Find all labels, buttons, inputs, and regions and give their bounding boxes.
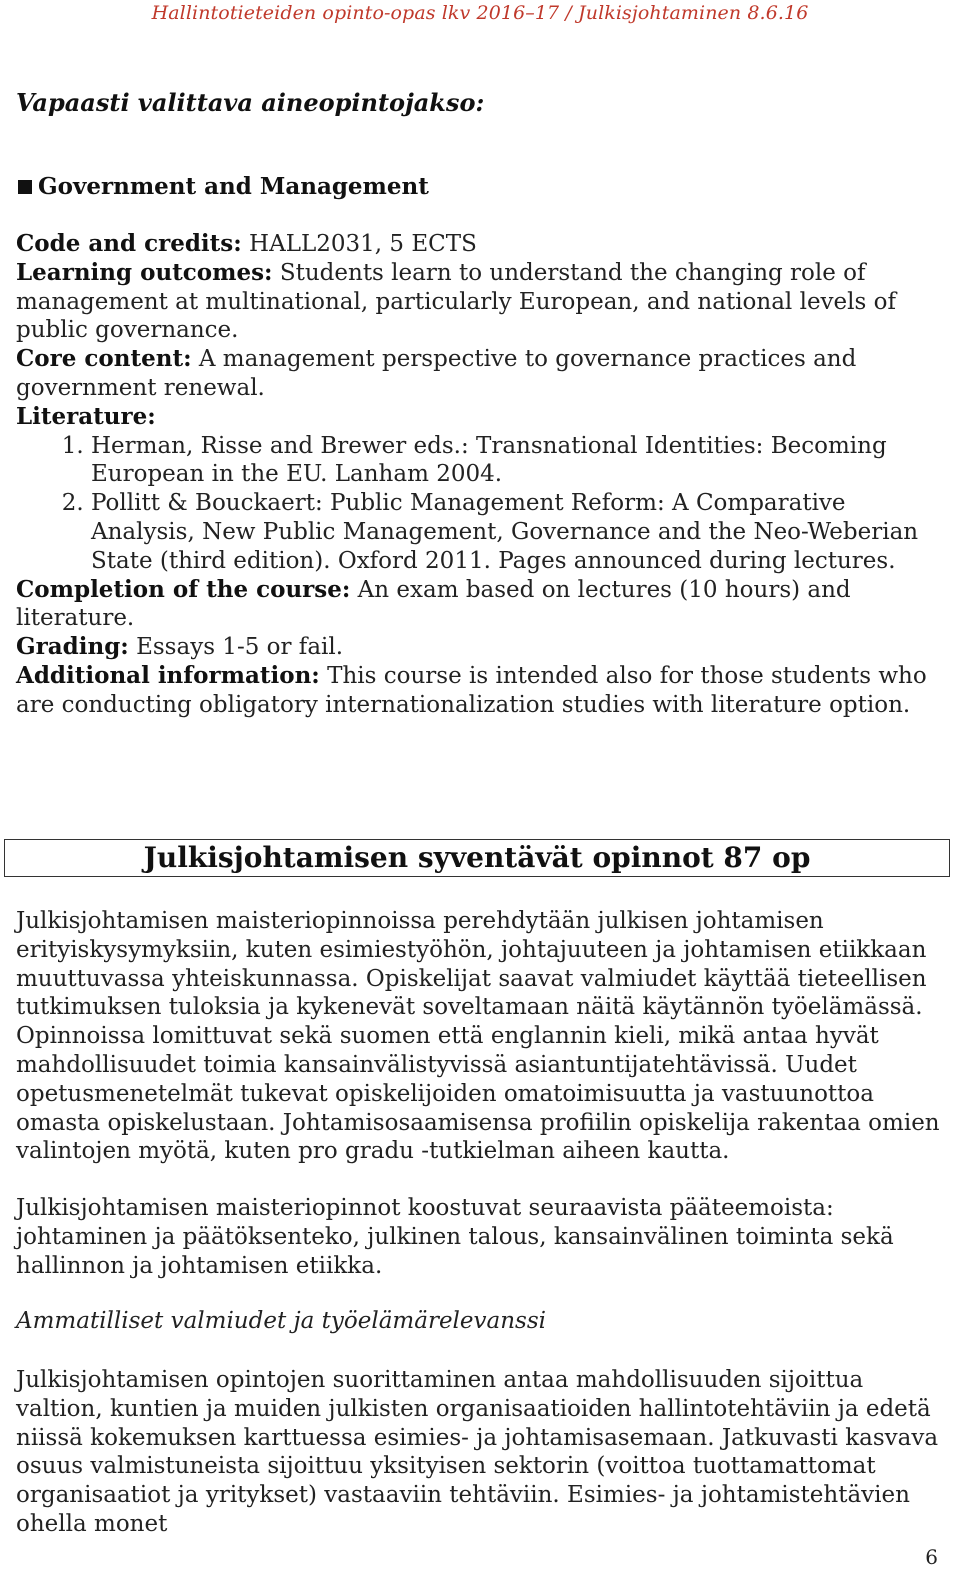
literature-item: 2. Pollitt & Bouckaert: Public Management Reform: A Comparative Analysis, New Public Management, Governance and the Neo-Weberian State (third edition). Oxford 2011. Pages announced during lectures. <box>91 489 946 575</box>
additional-info-line <box>16 662 946 720</box>
completion-value: An exam based on lectures (10 hours) and literature. <box>16 576 851 632</box>
elective-section-heading: Vapaasti valittava aineopintojakso: <box>16 88 485 117</box>
advanced-themes-paragraph: Julkisjohtamisen maisteriopinnot koostuvat seuraavista pääteemoista: johtaminen ja päätöksenteko, julkinen talous, kansainvälinen toiminta sekä hallinnon ja johtamisen etiikka. <box>16 1195 894 1279</box>
code-credits-value: HALL2031, 5 ECTS <box>249 231 477 257</box>
core-content-label: Core content: <box>16 345 192 373</box>
core-content-line <box>16 345 946 403</box>
course-details <box>16 230 946 720</box>
professional-skills-subheading: Ammatilliset valmiudet ja työelämärelevanssi <box>16 1308 546 1334</box>
grading-value: Essays 1-5 or fail. <box>136 634 344 661</box>
advanced-studies-title: Julkisjohtamisen syventävät opinnot 87 op <box>4 839 950 877</box>
literature-list <box>16 432 946 576</box>
course-title-text: Government and Management <box>38 173 429 200</box>
completion-label: Completion of the course: <box>16 575 351 603</box>
learning-outcomes-value: Students learn to understand the changing role of management at multinational, particularly European, and national levels of public governance. <box>16 259 896 344</box>
completion-line <box>16 576 946 634</box>
literature-label: Literature: <box>16 402 156 430</box>
additional-info-label: Additional information: <box>16 661 320 689</box>
course-title <box>16 173 429 200</box>
code-credits-label: Code and credits: <box>16 230 242 257</box>
learning-outcomes-line <box>16 259 946 345</box>
literature-line <box>16 403 946 432</box>
grading-line <box>16 633 946 662</box>
additional-info-value: This course is intended also for those students who are conducting obligatory internationalization studies with literature option. <box>16 662 927 718</box>
learning-outcomes-label: Learning outcomes: <box>16 258 273 286</box>
core-content-value: A management perspective to governance practices and government renewal. <box>16 346 857 401</box>
running-header: Hallintotieteiden opinto-opas lkv 2016–17 / Julkisjohtaminen 8.6.16 <box>151 2 809 24</box>
grading-label: Grading: <box>16 633 129 661</box>
literature-item: 1. Herman, Risse and Brewer eds.: Transnational Identities: Becoming European in the EU. Lanham 2004. <box>91 432 946 490</box>
professional-skills-paragraph: Julkisjohtamisen opintojen suorittaminen antaa mahdollisuuden sijoittua valtion, kuntien ja muiden julkisten organisaatioiden hallintotehtäviin ja edetä niissä kokemuksen karttuessa esimies- ja johtamisasemaan. Jatkuvasti kasvava osuus valmistuneista sijoittuu yksityisen sektorin (voittoa tuottamattomat organisaatiot ja yritykset) vastaaviin tehtäviin. Esimies- ja johtamistehtävien ohella monet <box>16 1367 939 1537</box>
code-credits-line <box>16 230 946 259</box>
advanced-intro-paragraph: Julkisjohtamisen maisteriopinnoissa perehdytään julkisen johtamisen erityiskysymyksiin, kuten esimiestyöhön, johtajuuteen ja johtamisen etiikkaan muuttuvassa yhteiskunnassa. Opiskelijat saavat valmiudet käyttää tieteellisen tutkimuksen tuloksia ja kykenevät soveltamaan näitä käytännön työelämässä. Opinnoissa lomittuvat sekä suomen että englannin kieli, mikä antaa hyvät mahdollisuudet toimia kansainvälistyvissä asiantuntijatehtävissä. Uudet opetusmenetelmät tukevat opiskelijoiden omatoimisuutta ja vastuunottoa omasta opiskelustaan. Johtamisosaamisensa profiilin opiskelija rakentaa omien valintojen myötä, kuten pro gradu -tutkielman aiheen kautta. <box>16 908 940 1165</box>
page-number: 6 <box>925 1545 938 1569</box>
square-bullet-icon <box>18 180 32 194</box>
